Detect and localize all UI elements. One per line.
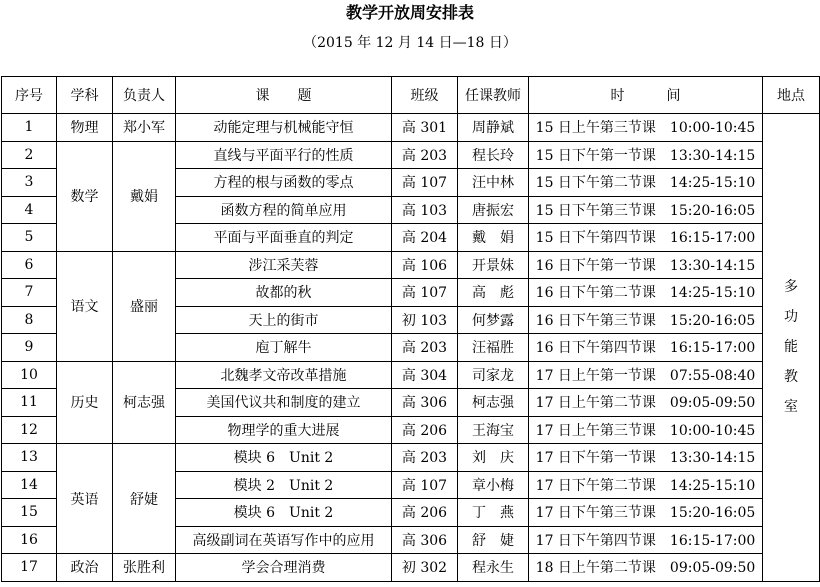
subject-cell: 政治 [57,554,113,582]
time-cell: 15 日下午第二节课 14:25-15:10 [529,169,763,197]
class-cell: 初 103 [392,306,458,334]
table-row [2,251,820,279]
leader-cell: 舒婕 [113,444,176,554]
class-cell: 高 206 [392,416,458,444]
topic-cell: 模块 2 Unit 2 [176,471,392,499]
table-row [2,444,820,472]
time-cell: 17 日下午第一节课 13:30-14:15 [529,444,763,472]
header-subject: 学科 [57,77,113,114]
time-cell: 15 日上午第三节课 10:00-10:45 [529,114,763,142]
time-cell: 16 日下午第四节课 16:15-17:00 [529,334,763,362]
time-cell: 16 日下午第一节课 13:30-14:15 [529,251,763,279]
teacher-cell: 丁 燕 [458,499,529,527]
row-no: 10 [2,361,57,389]
topic-cell: 天上的街市 [176,306,392,334]
leader-cell: 戴娟 [113,141,176,251]
teacher-cell: 汪中林 [458,169,529,197]
class-cell: 高 103 [392,196,458,224]
row-no: 2 [2,141,57,169]
table-row [2,141,820,169]
table-row [2,361,820,389]
row-no: 9 [2,334,57,362]
leader-cell: 郑小军 [113,114,176,142]
time-cell: 17 日上午第一节课 07:55-08:40 [529,361,763,389]
location-char: 功 [784,309,798,326]
teacher-cell: 开景妹 [458,251,529,279]
teacher-cell: 戴 娟 [458,224,529,252]
topic-cell: 高级副词在英语写作中的应用 [176,526,392,554]
teacher-cell: 程永生 [458,554,529,582]
topic-cell: 方程的根与函数的零点 [176,169,392,197]
teacher-cell: 柯志强 [458,389,529,417]
time-cell: 17 日上午第三节课 10:00-10:45 [529,416,763,444]
class-cell: 高 107 [392,169,458,197]
row-no: 4 [2,196,57,224]
topic-cell: 故都的秋 [176,279,392,307]
table-row [2,554,820,582]
time-cell: 16 日下午第二节课 14:25-15:10 [529,279,763,307]
time-cell: 17 日下午第四节课 16:15-17:00 [529,526,763,554]
time-cell: 17 日下午第三节课 15:20-16:05 [529,499,763,527]
header-teacher: 任课教师 [458,77,529,114]
row-no: 8 [2,306,57,334]
table-header-row [2,77,820,114]
leader-cell: 盛丽 [113,251,176,361]
header-no: 序号 [2,77,57,114]
topic-cell: 模块 6 Unit 2 [176,499,392,527]
class-cell: 高 203 [392,444,458,472]
table-row [2,114,820,142]
row-no: 15 [2,499,57,527]
page-title: 教学开放周安排表 [345,3,474,22]
row-no: 5 [2,224,57,252]
time-cell: 17 日下午第二节课 14:25-15:10 [529,471,763,499]
row-no: 6 [2,251,57,279]
teacher-cell: 周静斌 [458,114,529,142]
class-cell: 高 206 [392,499,458,527]
class-cell: 高 304 [392,361,458,389]
subject-cell: 数学 [57,141,113,251]
row-no: 3 [2,169,57,197]
teacher-cell: 高 彪 [458,279,529,307]
time-cell: 15 日下午第一节课 13:30-14:15 [529,141,763,169]
date-range: （2015 年 12 月 14 日—18 日） [303,35,517,51]
topic-cell: 模块 6 Unit 2 [176,444,392,472]
row-no: 1 [2,114,57,142]
topic-cell: 函数方程的简单应用 [176,196,392,224]
subject-cell: 英语 [57,444,113,554]
row-no: 11 [2,389,57,417]
class-cell: 高 204 [392,224,458,252]
row-no: 13 [2,444,57,472]
time-cell: 15 日下午第三节课 15:20-16:05 [529,196,763,224]
class-cell: 初 302 [392,554,458,582]
time-cell: 15 日下午第四节课 16:15-17:00 [529,224,763,252]
row-no: 17 [2,554,57,582]
topic-cell: 平面与平面垂直的判定 [176,224,392,252]
header-class: 班级 [392,77,458,114]
topic-cell: 直线与平面平行的性质 [176,141,392,169]
location-char: 教 [784,369,798,386]
teacher-cell: 唐振宏 [458,196,529,224]
teacher-cell: 王海宝 [458,416,529,444]
leader-cell: 柯志强 [113,361,176,444]
topic-cell: 涉江采芙蓉 [176,251,392,279]
class-cell: 高 301 [392,114,458,142]
topic-cell: 庖丁解牛 [176,334,392,362]
time-cell: 18 日上午第二节课 09:05-09:50 [529,554,763,582]
leader-cell: 张胜利 [113,554,176,582]
subject-cell: 语文 [57,251,113,361]
class-cell: 高 306 [392,526,458,554]
class-cell: 高 107 [392,471,458,499]
class-cell: 高 306 [392,389,458,417]
teacher-cell: 章小梅 [458,471,529,499]
location-cell [763,114,820,582]
topic-cell: 物理学的重大进展 [176,416,392,444]
teacher-cell: 刘 庆 [458,444,529,472]
class-cell: 高 203 [392,141,458,169]
teacher-cell: 汪福胜 [458,334,529,362]
class-cell: 高 203 [392,334,458,362]
header-location: 地点 [763,77,820,114]
topic-cell: 动能定理与机械能守恒 [176,114,392,142]
header-time: 时 间 [529,77,763,114]
location-char: 室 [784,399,798,416]
schedule-table [1,76,820,582]
class-cell: 高 106 [392,251,458,279]
teacher-cell: 何梦露 [458,306,529,334]
header-topic: 课 题 [176,77,392,114]
row-no: 7 [2,279,57,307]
topic-cell: 学会合理消费 [176,554,392,582]
row-no: 12 [2,416,57,444]
header-leader: 负责人 [113,77,176,114]
teacher-cell: 司家龙 [458,361,529,389]
topic-cell: 北魏孝文帝改革措施 [176,361,392,389]
class-cell: 高 107 [392,279,458,307]
row-no: 14 [2,471,57,499]
row-no: 16 [2,526,57,554]
topic-cell: 美国代议共和制度的建立 [176,389,392,417]
subject-cell: 历史 [57,361,113,444]
teacher-cell: 舒 婕 [458,526,529,554]
subject-cell: 物理 [57,114,113,142]
teacher-cell: 程长玲 [458,141,529,169]
location-char: 能 [784,339,798,356]
time-cell: 16 日下午第三节课 15:20-16:05 [529,306,763,334]
time-cell: 17 日上午第二节课 09:05-09:50 [529,389,763,417]
location-char: 多 [784,279,798,296]
